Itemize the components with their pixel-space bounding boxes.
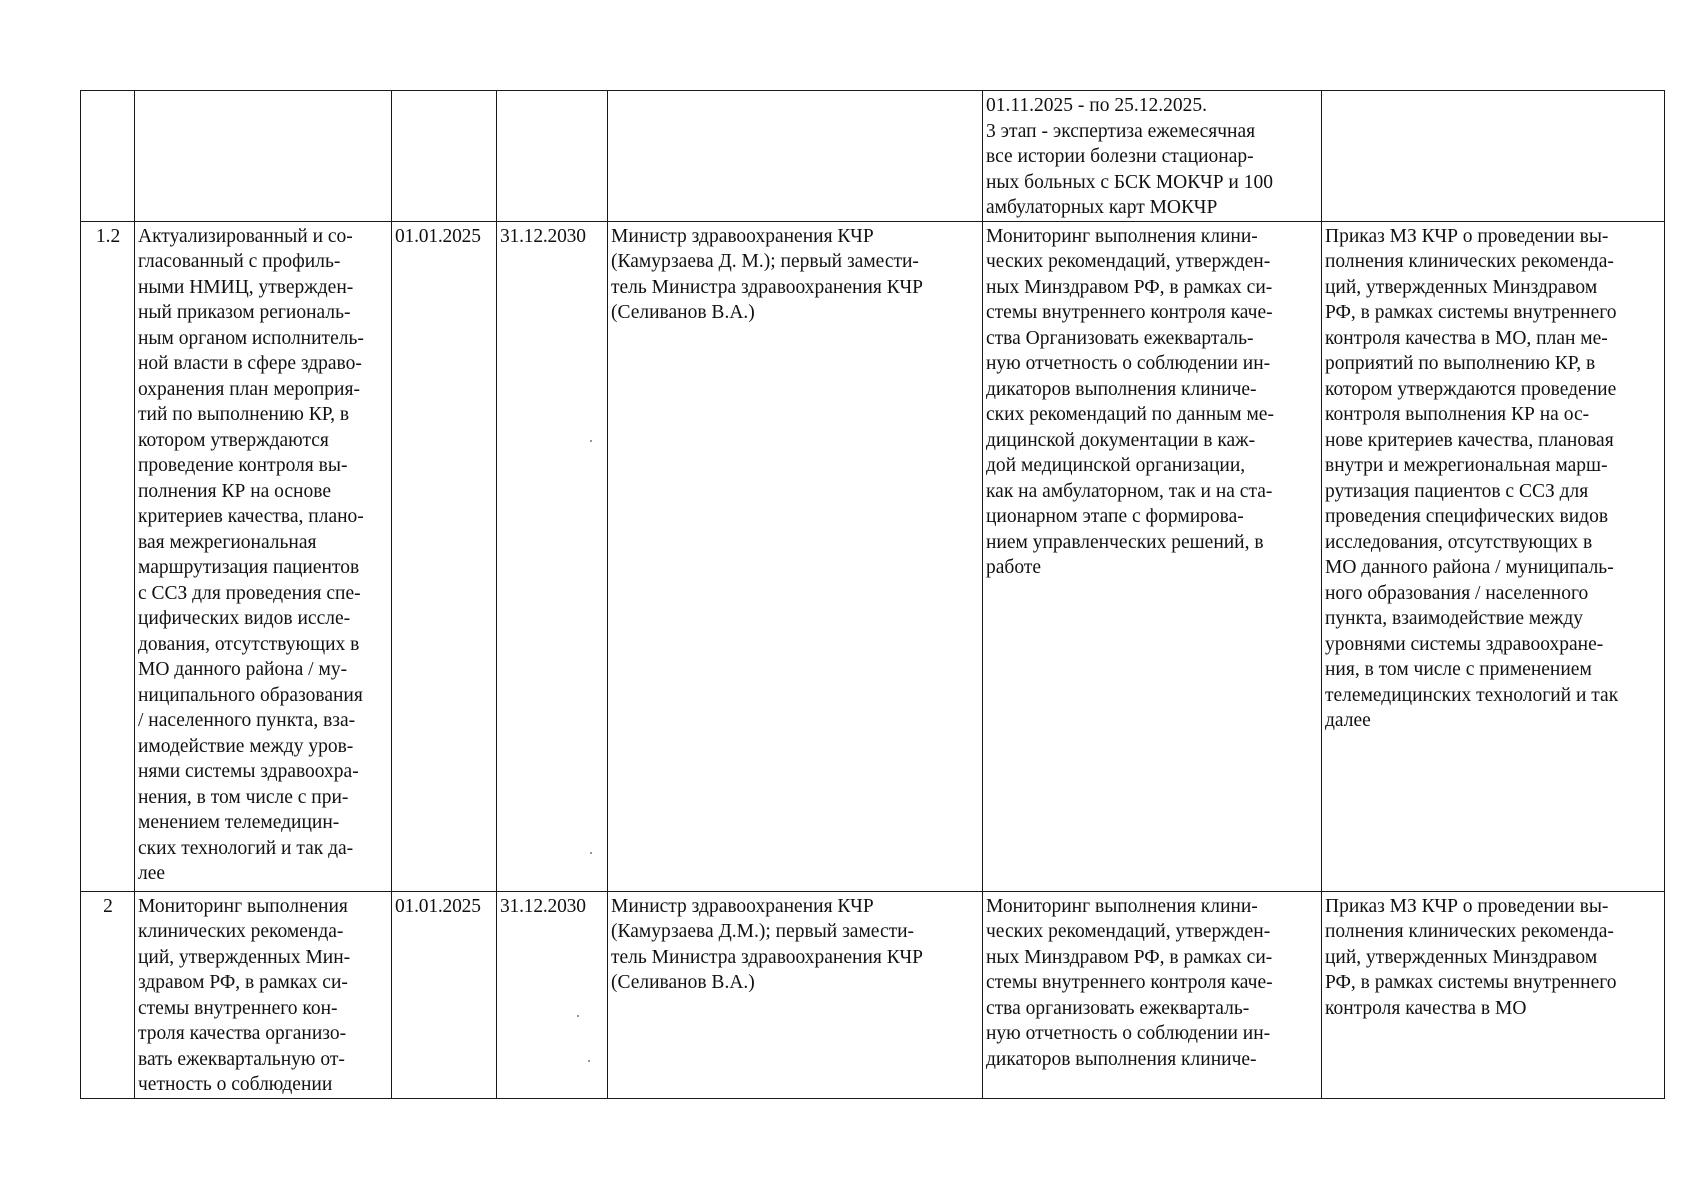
- cell-start-date: 01.01.2025: [392, 891, 497, 1098]
- measures-table: [80, 90, 1665, 1099]
- cell-start-date: 01.01.2025: [392, 221, 497, 891]
- scan-speck: [590, 440, 592, 442]
- cell-result: Мониторинг выполнения клини- ческих рекомендаций, утвержден- ных Минздравом РФ, в рамках си- стемы внутреннего контроля каче- ства организовать ежекварталь- ную отчетность о соблюдении ин- дикаторов выполнения клиниче-: [983, 891, 1322, 1098]
- cell-document: [1322, 91, 1665, 222]
- cell-responsible: [608, 91, 983, 222]
- cell-document: Приказ МЗ КЧР о проведении вы- полнения клинических рекоменда- ций, утвержденных Минздравом РФ, в рамках системы внутреннего контроля качества в МО, план ме- роприятий по выполнению КР, в котором утверждаются проведение контроля выполнения КР на ос- нове критериев качества, плановая внутри и межрегиональная марш- рутизация пациентов с ССЗ для проведения специфических видов исследования, отсутствующих в МО данного района / муниципаль- ного образования / населенного пункта, взаимодействие между уровнями системы здравоохране- ния, в том числе с применением телемедицинских технологий и так далее: [1322, 221, 1665, 891]
- scan-speck: [577, 1015, 579, 1017]
- cell-start-date: [392, 91, 497, 222]
- cell-measure-name: Актуализированный и со- гласованный с профиль- ными НМИЦ, утвержден- ный приказом региональ- ным органом исполнитель- ной власти в сфере здраво- охранения план мероприя- тий по выполнению КР, в котором утверждаются проведение контроля вы- полнения КР на основе критериев качества, плано- вая межрегиональная маршрутизация пациентов с ССЗ для проведения спе- цифических видов иссле- дования, отсутствующих в МО данного района / му- ниципального образования / населенного пункта, вза- имодействие между уров- нями системы здравоохра- нения, в том числе с при- менением телемедицин- ских технологий и так да- лее: [135, 221, 392, 891]
- table-row: [81, 91, 1665, 222]
- cell-responsible: Министр здравоохранения КЧР (Камурзаева Д.М.); первый замести- тель Министра здравоохранения КЧР (Селиванов В.А.): [608, 891, 983, 1098]
- cell-result: 01.11.2025 - по 25.12.2025. 3 этап - экспертиза ежемесячная все истории болезни стационар- ных больных с БСК МОКЧР и 100 амбулаторных карт МОКЧР: [983, 91, 1322, 222]
- cell-result: Мониторинг выполнения клини- ческих рекомендаций, утвержден- ных Минздравом РФ, в рамках си- стемы внутреннего контроля каче- ства Организовать ежекварталь- ную отчетность о соблюдении ин- дикаторов выполнения клиниче- ских рекомендаций по данным ме- дицинской документации в каж- дой медицинской организации, как на амбулаторном, так и на ста- ционарном этапе с формирова- нием управленческих решений, в работе: [983, 221, 1322, 891]
- cell-number: 1.2: [81, 221, 135, 891]
- cell-measure-name: Мониторинг выполнения клинических рекоменда- ций, утвержденных Мин- здравом РФ, в рамках си- стемы внутреннего кон- троля качества организо- вать ежеквартальную от- четность о соблюдении: [135, 891, 392, 1098]
- scan-speck: [588, 1060, 590, 1062]
- cell-number: [81, 91, 135, 222]
- cell-end-date: [497, 91, 608, 222]
- scan-speck: [590, 852, 592, 854]
- cell-end-date: 31.12.2030: [497, 891, 608, 1098]
- cell-document: Приказ МЗ КЧР о проведении вы- полнения клинических рекоменда- ций, утвержденных Минздравом РФ, в рамках системы внутреннего контроля качества в МО: [1322, 891, 1665, 1098]
- table-row: [81, 221, 1665, 891]
- cell-end-date: 31.12.2030: [497, 221, 608, 891]
- cell-responsible: Министр здравоохранения КЧР (Камурзаева Д. М.); первый замести- тель Министра здравоохранения КЧР (Селиванов В.А.): [608, 221, 983, 891]
- table-row: [81, 891, 1665, 1098]
- cell-measure-name: [135, 91, 392, 222]
- cell-number: 2: [81, 891, 135, 1098]
